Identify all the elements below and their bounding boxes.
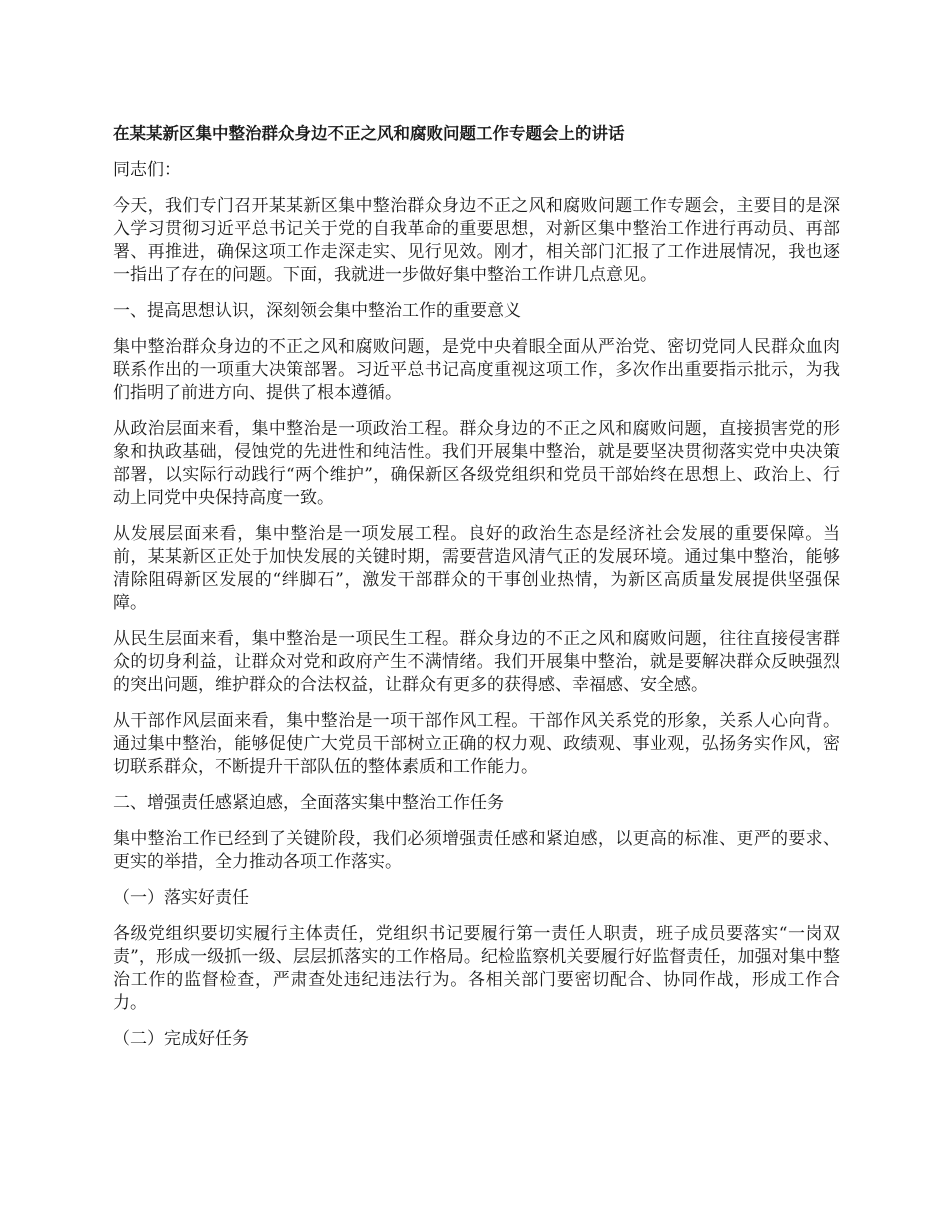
subsection-heading-2: （二）完成好任务 (113, 1029, 249, 1049)
paragraph-intro: 今天，我们专门召开某某新区集中整治群众身边不正之风和腐败问题工作专题会，主要目的是深入学习贯彻习近平总书记关于党的自我革命的重要思想，对新区集中整治工作进行再动员、再部署、再推进，确保这项工作走深走实、见行见效。刚才，相关部门汇报了工作进展情况，我也逐一指出了存在的问题。下面，我就进一步做好集中整治工作讲几点意见。 (113, 196, 840, 285)
paragraph: 集中整治工作已经到了关键阶段，我们必须增强责任感和紧迫感，以更高的标准、更严的要求、更实的举措，全力推动各项工作落实。 (113, 829, 840, 872)
section-heading-2: 二、增强责任感紧迫感，全面落实集中整治工作任务 (113, 793, 504, 813)
salutation: 同志们： (113, 160, 181, 180)
document-title: 在某某新区集中整治群众身边不正之风和腐败问题工作专题会上的讲话 (113, 124, 625, 143)
paragraph: 集中整治群众身边的不正之风和腐败问题，是党中央着眼全面从严治党、密切党同人民群众血肉联系作出的一项重大决策部署。习近平总书记高度重视这项工作，多次作出重要指示批示，为我们指明了前进方向、提供了根本遵循。 (113, 337, 840, 403)
paragraph: 各级党组织要切实履行主体责任，党组织书记要履行第一责任人职责，班子成员要落实“一岗双责”，形成一级抓一级、层层抓落实的工作格局。纪检监察机关要履行好监督责任，加强对集中整治工作的监督检查，严肃查处违纪违法行为。各相关部门要密切配合、协同作战，形成工作合力。 (113, 924, 840, 1013)
subsection-heading-1: （一）落实好责任 (113, 888, 249, 908)
paragraph: 从民生层面来看，集中整治是一项民生工程。群众身边的不正之风和腐败问题，往往直接侵害群众的切身利益，让群众对党和政府产生不满情绪。我们开展集中整治，就是要解决群众反映强烈的突出问题，维护群众的合法权益，让群众有更多的获得感、幸福感、安全感。 (113, 629, 840, 695)
paragraph: 从政治层面来看，集中整治是一项政治工程。群众身边的不正之风和腐败问题，直接损害党的形象和执政基础，侵蚀党的先进性和纯洁性。我们开展集中整治，就是要坚决贯彻落实党中央决策部署，以实际行动践行“两个维护”，确保新区各级党组织和党员干部始终在思想上、政治上、行动上同党中央保持高度一致。 (113, 419, 840, 508)
document-body (113, 122, 840, 1064)
section-heading-1: 一、提高思想认识，深刻领会集中整治工作的重要意义 (113, 301, 521, 321)
paragraph: 从干部作风层面来看，集中整治是一项干部作风工程。干部作风关系党的形象，关系人心向背。通过集中整治，能够促使广大党员干部树立正确的权力观、政绩观、事业观，弘扬务实作风，密切联系群众，不断提升干部队伍的整体素质和工作能力。 (113, 711, 840, 777)
paragraph: 从发展层面来看，集中整治是一项发展工程。良好的政治生态是经济社会发展的重要保障。当前，某某新区正处于加快发展的关键时期，需要营造风清气正的发展环境。通过集中整治，能够清除阻碍新区发展的“绊脚石”，激发干部群众的干事创业热情，为新区高质量发展提供坚强保障。 (113, 524, 840, 613)
